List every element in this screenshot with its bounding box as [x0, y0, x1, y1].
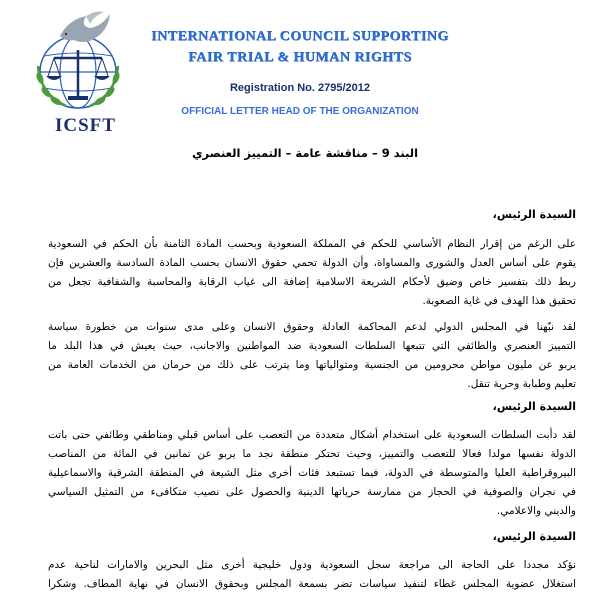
paragraph-line: تعليم وطبابة وحرية تنقل. [467, 378, 576, 390]
paragraph-line: تحقيق هذا الهدف في غاية الصعوبة. [422, 295, 576, 307]
paragraph-1 [48, 235, 576, 311]
official-letterhead-caption: OFFICIAL LETTER HEAD OF THE ORGANIZATION [181, 106, 419, 117]
registration-number: Registration No. 2795/2012 [229, 82, 370, 94]
paragraph-line: والديني والاعلامي. [496, 505, 576, 517]
dove-scales-globe-logo [30, 6, 130, 111]
paragraph-line: الدولة نفسها مولدا فعالا للتعصب والتمييز، وحيث تحتكر منطقة نجد ما يربو عن ثمانين في المائة من المناصب [48, 448, 576, 460]
letterhead [0, 0, 611, 140]
logo-acronym: ICSFT [55, 115, 116, 136]
paragraph-line: يربو عن مليون مواطن محرومين من الجنسية ومتوالياتها وما يترتب على ذلك من حرمان من الخدمات العامة من [48, 359, 576, 371]
salutation: السيدة الرئيس، [492, 400, 576, 413]
paragraph-line: على الرغم من إقرار النظام الأساسي للحكم في المملكة السعودية وبحسب المادة الثامنة بأن الحكم في السعودية [48, 238, 576, 250]
document-title: البند 9 – مناقشة عامة – التمييز العنصري [191, 146, 419, 160]
paragraph-line: البيروقراطية العليا والمتوسطة في الدولة، فيما تستبعد فئات أخرى مثل الشيعة في المنطقة الشرقية والاسماعيلية [48, 467, 576, 479]
paragraph-line: نؤكد مجددا على الحاجة الى مراجعة سجل السعودية ودول خليجية أخرى مثل البحرين والامارات لناحية عدم [48, 559, 576, 571]
paragraph-line: لقد دأبت السلطات السعودية على استخدام أشكال متعددة من التعصب على أساس قبلي ومناطقي وطائفي حتى باتت [48, 429, 576, 441]
paragraph-2 [48, 318, 576, 394]
salutation: السيدة الرئيس، [492, 530, 576, 543]
org-name-line-1: INTERNATIONAL COUNCIL SUPPORTING [151, 29, 449, 44]
salutation: السيدة الرئيس، [492, 208, 576, 221]
paragraph-line: يقوم على أساس العدل والشورى والمساواة، وأن الدولة تحمي حقوق الانسان بحسب المادة السادسة والعشرين فإن [48, 257, 576, 269]
org-name-line-2: FAIR TRIAL & HUMAN RIGHTS [188, 50, 412, 65]
paragraph-line: استغلال عضوية المجلس غطاء لتنفيذ سياسات تضر بسمعة المجلس وبحقوق الانسان في نهاية المطاف. وشكرا [48, 578, 576, 590]
paragraph-4 [48, 556, 576, 594]
paragraph-line: لقد نبّهنا في المجلس الدولي لدعم المحاكمة العادلة وحقوق الانسان وعلى مدى سنوات من خطورة سياسة [48, 321, 576, 333]
paragraph-line: في نجران والصوفية في الحجاز من ممارسة حرياتها الدينية والحصول على نصيب متكافىء من التمثيل السياسي [48, 486, 576, 498]
paragraph-line: التمييز العنصري والطائفي التي تتبعها السلطات السعودية ضد المواطنين والاجانب، حيث يعيش في هذا البلد ما [48, 340, 576, 352]
paragraph-3 [48, 426, 576, 521]
organization-name [140, 26, 460, 68]
paragraph-line: ربط ذلك بتفسير خاص وضيق لأحكام الشريعة الاسلامية إضافة الى غياب الرقابة والمحاسبة والشفافية تجعل من [48, 276, 576, 288]
